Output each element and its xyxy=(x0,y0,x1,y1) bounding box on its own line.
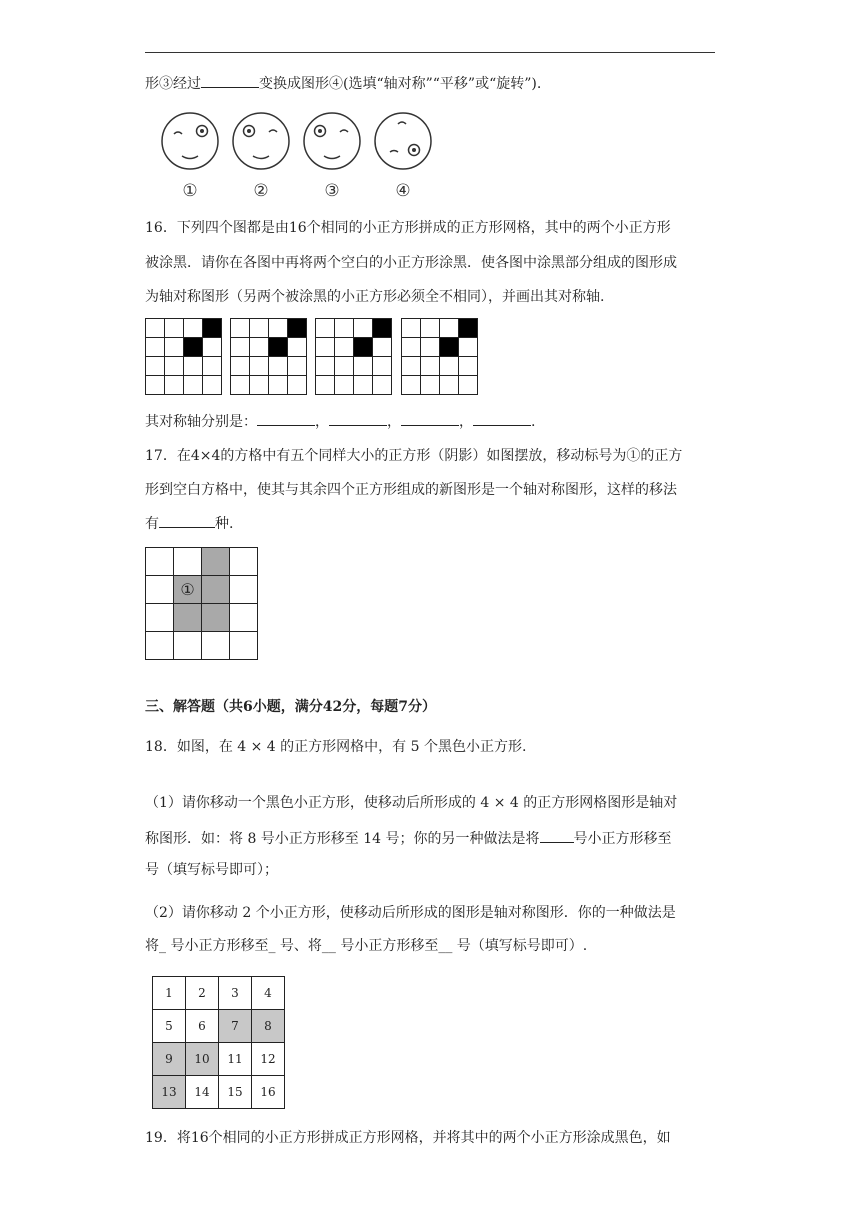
q17-line3 xyxy=(145,513,233,534)
q16-answer-prefix: 其对称轴分别是： xyxy=(145,414,257,430)
q15-tail xyxy=(145,73,541,94)
q18-cell-14: 14 xyxy=(186,1076,219,1109)
q18-cell-5: 5 xyxy=(153,1010,186,1043)
q18-part1-line3: 号（填写标号即可）； xyxy=(145,862,278,878)
face-label-4: ④ xyxy=(395,181,411,201)
q16-answer xyxy=(145,411,535,432)
q17-line2: 形到空白方格中，使其与其余四个正方形组成的新图形是一个轴对称图形，这样的移法 xyxy=(145,482,677,498)
face-2 xyxy=(233,113,289,169)
header-rule xyxy=(145,52,715,53)
q15-suffix: 变换成图形④(选填“轴对称”“平移”或“旋转”). xyxy=(259,76,542,92)
q18-cell-10: 10 xyxy=(186,1043,219,1076)
q18-grid xyxy=(152,976,285,1109)
section3-title: 三、解答题（共6小题，满分42分，每题7分） xyxy=(145,699,436,715)
q16-line2: 被涂黑．请你在各图中再将两个空白的小正方形涂黑．使各图中涂黑部分组成的图形成 xyxy=(145,255,677,271)
q18-part1-line1: （1）请你移动一个黑色小正方形，使移动后所形成的 4 × 4 的正方形网格图形是轴对 xyxy=(145,795,678,811)
q18-part1-prefix: 称图形．如：将 8 号小正方形移至 14 号；你的另一种做法是将 xyxy=(145,831,540,847)
q18-cell-16: 16 xyxy=(252,1076,285,1109)
face-label-1: ① xyxy=(182,181,198,201)
q18-cell-15: 15 xyxy=(219,1076,252,1109)
q18-part1-suffix: 号小正方形移至 xyxy=(573,831,672,847)
q16-end: . xyxy=(531,414,536,430)
q17-marker-cell: ① xyxy=(174,576,202,604)
q16-blank-2 xyxy=(329,411,387,426)
q17-blank xyxy=(159,513,215,528)
face-4 xyxy=(375,113,431,169)
face-label-2: ② xyxy=(253,181,269,201)
q18-part2-line1: （2）请你移动 2 个小正方形，使移动后所形成的图形是轴对称图形．你的一种做法是 xyxy=(145,905,676,921)
q16-sep-1: ， xyxy=(315,414,329,430)
face-3 xyxy=(304,113,360,169)
face-label-3: ③ xyxy=(324,181,340,201)
q16-grid-2 xyxy=(230,318,307,395)
q18-cell-1: 1 xyxy=(153,977,186,1010)
q18-part1-line2 xyxy=(145,828,672,849)
q18-blank-1 xyxy=(540,828,574,843)
face-1 xyxy=(162,113,218,169)
q18-cell-13: 13 xyxy=(153,1076,186,1109)
q18-cell-3: 3 xyxy=(219,977,252,1010)
q18-cell-8: 8 xyxy=(252,1010,285,1043)
q16-grid-4 xyxy=(401,318,478,395)
q16-line3: 为轴对称图形（另两个被涂黑的小正方形必须全不相同），并画出其对称轴. xyxy=(145,289,605,305)
q18-cell-11: 11 xyxy=(219,1043,252,1076)
q18-intro: 18．如图，在 4 × 4 的正方形网格中，有 5 个黑色小正方形. xyxy=(145,739,527,755)
q16-grid-3 xyxy=(315,318,392,395)
q19-line1: 19．将16个相同的小正方形拼成正方形网格，并将其中的两个小正方形涂成黑色，如 xyxy=(145,1130,671,1146)
q16-sep-2: ， xyxy=(387,414,401,430)
q15-prefix: 形③经过 xyxy=(145,76,201,92)
faces-figure xyxy=(158,106,438,202)
q17-grid xyxy=(145,547,258,660)
q17-line1: 17．在4×4的方格中有五个同样大小的正方形（阴影）如图摆放，移动标号为①的正方 xyxy=(145,448,683,464)
q17-suffix: 种. xyxy=(215,516,234,532)
q18-cell-12: 12 xyxy=(252,1043,285,1076)
q16-sep-3: ， xyxy=(459,414,473,430)
q18-cell-2: 2 xyxy=(186,977,219,1010)
q16-line1: 16．下列四个图都是由16个相同的小正方形拼成的正方形网格，其中的两个小正方形 xyxy=(145,220,671,236)
q16-blank-4 xyxy=(473,411,531,426)
q18-cell-6: 6 xyxy=(186,1010,219,1043)
q16-blank-3 xyxy=(401,411,459,426)
q18-part2-line2: 将_ 号小正方形移至_ 号、将__ 号小正方形移至__ 号（填写标号即可）. xyxy=(145,938,588,954)
q18-cell-4: 4 xyxy=(252,977,285,1010)
q17-prefix: 有 xyxy=(145,516,159,532)
q16-blank-1 xyxy=(257,411,315,426)
q15-blank xyxy=(201,73,259,88)
q18-cell-9: 9 xyxy=(153,1043,186,1076)
q18-cell-7: 7 xyxy=(219,1010,252,1043)
q16-grid-1 xyxy=(145,318,222,395)
